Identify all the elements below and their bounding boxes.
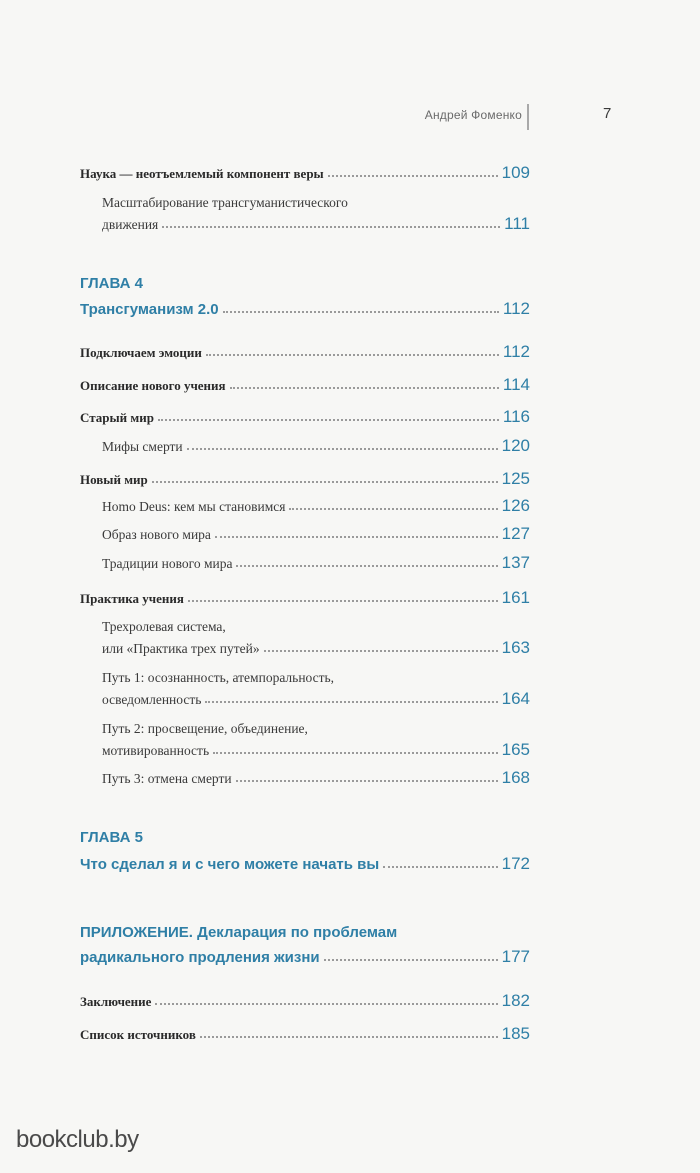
- toc-entry[interactable]: движения 111: [102, 214, 530, 233]
- header-divider: [527, 104, 529, 130]
- toc-entry[interactable]: Homo Deus: кем мы становимся 126: [102, 496, 530, 515]
- toc-entry[interactable]: Заключение 182: [80, 991, 530, 1010]
- header-author: Андрей Фоменко: [424, 108, 522, 122]
- toc-entry-line1: Путь 2: просвещение, объединение,: [102, 721, 308, 736]
- page-number: 7: [603, 105, 612, 122]
- watermark: bookclub.by: [16, 1126, 139, 1153]
- toc-entry[interactable]: Мифы смерти 120: [102, 436, 530, 455]
- toc-entry[interactable]: Путь 3: отмена смерти 168: [102, 768, 530, 787]
- toc-entry-line1: Масштабирование трансгуманистического: [102, 195, 348, 210]
- toc-entry[interactable]: Традиции нового мира 137: [102, 553, 530, 572]
- toc-entry-appendix[interactable]: радикального продления жизни 177: [80, 947, 530, 966]
- toc-entry[interactable]: Практика учения 161: [80, 588, 530, 607]
- toc-entry-line1: Трехролевая система,: [102, 619, 226, 634]
- toc-entry[interactable]: мотивированность 165: [102, 740, 530, 759]
- toc-entry[interactable]: Подключаем эмоции 112: [80, 342, 530, 361]
- toc-entry[interactable]: Образ нового мира 127: [102, 524, 530, 543]
- running-header: [0, 100, 700, 132]
- toc-entry[interactable]: Старый мир 116: [80, 407, 530, 426]
- toc-entry[interactable]: Список источников 185: [80, 1024, 530, 1043]
- chapter-heading: ГЛАВА 5: [80, 829, 143, 846]
- toc-entry-chapter[interactable]: Что сделал я и с чего можете начать вы 172: [80, 854, 530, 873]
- toc-entry-chapter[interactable]: Трансгуманизм 2.0 112: [80, 299, 530, 318]
- chapter-heading: ГЛАВА 4: [80, 275, 143, 292]
- toc-entry[interactable]: Наука — неотъемлемый компонент веры 109: [80, 163, 530, 182]
- toc-entry-line1: Путь 1: осознанность, атемпоральность,: [102, 670, 335, 685]
- toc-entry[interactable]: осведомленность 164: [102, 689, 530, 708]
- toc-entry[interactable]: или «Практика трех путей» 163: [102, 638, 530, 657]
- toc-entry[interactable]: Новый мир 125: [80, 469, 530, 488]
- toc-entry-line1: ПРИЛОЖЕНИЕ. Декларация по проблемам: [80, 924, 398, 941]
- toc-entry[interactable]: Описание нового учения 114: [80, 375, 530, 394]
